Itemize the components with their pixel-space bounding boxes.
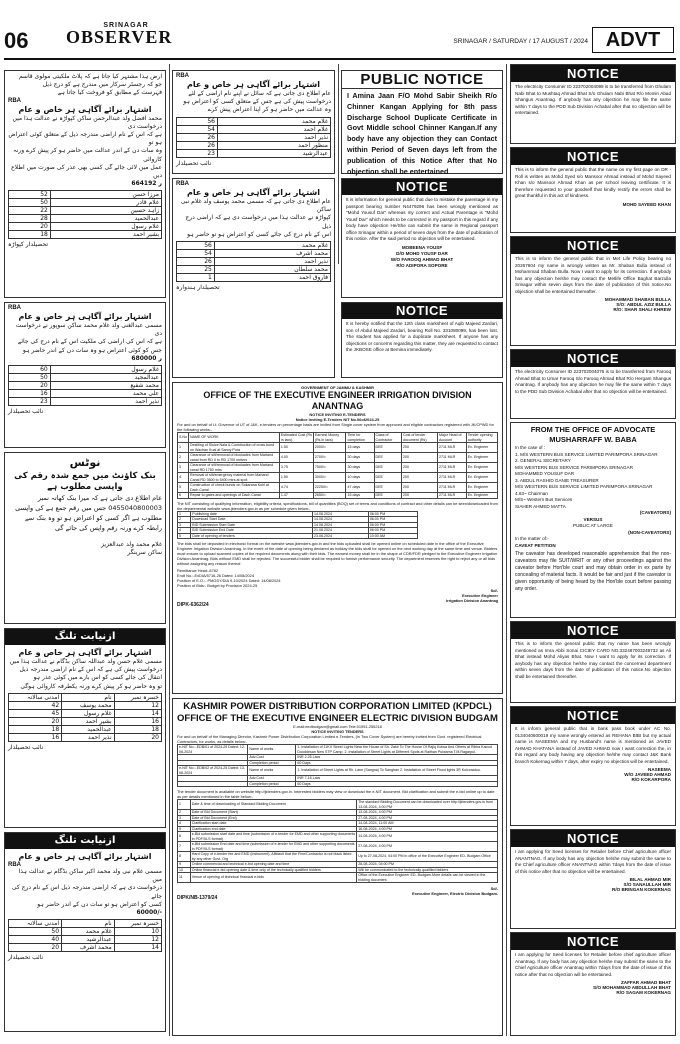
kpdcl-title: KASHMIR POWER DISTRIBUTION CORPORATION LIMITED (KPDCL) OFFICE OF THE EXECUTIVE ENGINEER ELECTRIC DIVISION BUDGAM — [177, 701, 498, 724]
notice-title: NOTICE — [511, 933, 675, 950]
kpdcl-intro: For and on behalf of the Managing Director, Kashmir Power Distribution Corporation Limited e-Tenders, (in Two Cover System) are hereby invited from Govt. registered Electrical Contractors, for works, as details below:- — [177, 734, 482, 744]
nit-terms: The bids shall be deposited in electronic format on the website www.jktenders.gov.in and the bids uploaded shall be opened online on scheduled date in the office of the Executive Engineer Irrigation Division Anantnag. In the event of the date of opening being declared as holiday the bids shall be opened on the next working day at the same time and venue. Bidders must ensure to upload scanned copies of the required documents along with their bids. The earnest money shall be in the shape of CDR/FDR pledged to the Executive Engineer Irrigation Division Anantnag. Bids without EMD shall be rejected. The successful bidder shall be required to furnish performance security. The department reserves the right to reject any or all bids without assigning any reason thereof. — [177, 541, 498, 566]
table-row: 10 Online financial e-bid opening date & time only of the technically qualified bidders Will be communicated to the technically qualified bidders — [178, 867, 498, 873]
rba-mark: RBA — [8, 305, 21, 311]
notice-body: This is to inform the general public that my name has been wrongly mentioned as Imra Abbi Sonai CICIEY CARD NO.332467003249732 as Ali Bhat instead Mohd Aliyas Bhat. Now I want to apply for its correction. If anybody has any objection he/she may contact the concerned department within seven days from the date of publication of this notice.No objection shall be entertained thereafter. — [515, 641, 671, 679]
rba-mark: RBA — [176, 73, 189, 79]
table-row: غلام رسول 20 — [9, 223, 162, 231]
table-row: عبدالمجید 50 — [9, 374, 162, 382]
notice-signature: MOHAMMAD SHABAN BULLA S/O: ABDUL AZIZ BULLA R/O: SHAR SHALI KHREW — [604, 297, 671, 312]
table-row: منظور احمد 26 — [177, 141, 331, 149]
table-row: 14 محمد اشرف 20 — [9, 944, 162, 952]
urdu-ad-body: عام اطلاع دی جاتی ہے کہ سائل نے اپنے نام اراضی کے لئے درخواست پیش کی ہے جس کے متعلق کسی کو اعتراض ہو وہ عدالت میں حاضر ہو کر اپنا اعتراض پیش کرے — [183, 90, 331, 114]
table-row: زاہد حسین 22 — [9, 207, 162, 215]
urdu-ad-7 — [4, 832, 166, 1032]
notice-title: NOTICE — [342, 303, 502, 319]
urdu-ad-body: مسمی غلام حسن ولد عبداللہ ساکن بڈگام نے عدالت ہذا میں درخواست پیش کی ہے کہ اس کے نام اراضی مندرجہ ذیل انتقال کی جائے کسی کو اس بارے میں کوئی عذر ہو تو وہ حاضر ہو کر پیش کرے ورنہ یکطرفہ کاروائی ہوگی — [9, 658, 162, 690]
table-row: بشیر احمد 18 — [9, 231, 162, 239]
dipk-number: DIPK-6362/24 — [177, 602, 209, 608]
table-row: 10 غلام محمد 50 — [9, 928, 162, 936]
nit-number: Notice Inviting E-Tenders NIT No.06of2024-25 — [295, 417, 380, 422]
table-row: 3 Clearance of silt/removal of blockades from Martand canal RD 1750 mtrs 3.75 7500/= 30 days DEE 200 2711 MLR Ex. Engineer — [178, 463, 498, 473]
table-row: محمد اشرف 54 — [177, 250, 331, 258]
urdu-ad-body: مسمی عبدالغنی ولد غلام محمد ساکن سوپور نے درخواست دی ہے کہ اس کی اراضی کی ملکیت اس کے نام درج کی جائے جس کو کوئی اعتراض ہو وہ سات دن کے اندر حاضر ہو — [15, 322, 162, 354]
table-row: غلام محمد 56 — [177, 117, 331, 125]
urdu-ad-body: محمد افضل ولد عبدالرحمن ساکن کپواڑہ نے عدالت ہذا میں درخواست دی ہے کہ اس کے نام اراضی مندرجہ ذیل کے متعلق کوئی اعتراض ہو تو وہ سات دن کے اندر عدالت میں حاضر ہو کر پیش کرے ورنہ کاروائی عمل میں لائی جائے گی کسی بھی عذر کی صورت میں اطلاع دیں — [8, 114, 162, 180]
table-row: 3 BID Submission Start Date 14.08.2024 06:00 PM — [178, 522, 418, 528]
notice-title: NOTICE — [511, 65, 675, 82]
advocate-caveat — [510, 422, 676, 618]
notice-signature: BILAL AHMAD MIR S/O SANAULLAH MIR R/O BRINGAN KOKERNAG — [612, 877, 671, 892]
table-row: 12 محمد یوسف 42 — [9, 701, 162, 709]
dipk-number: DIPK/NB-1379/24 — [177, 895, 218, 901]
table-row: 4 Removal of silt/emergency material from Martand Canal RD 3600 to 5400 mtrs at spot 1.50 3000/= 10 days DEE 200 2711 MLR Ex. Engineer — [178, 473, 498, 483]
table-row: Completion period 60 Days — [178, 760, 498, 766]
urdu-ad-address: ساکن سرینگر — [127, 549, 162, 557]
urdu-ad-heading: اشتہار برائے آگاہی ہر خاص و عام — [18, 852, 152, 861]
table-row: 1 Date & time of downloading of Standard Bidding Document The standard Bidding Document can be downloaded over http://jktenders.gov.in from 13-08-2024, 4:00 PM — [178, 800, 498, 810]
table-row: 5 Construction of check bunds on Sokarana Kuhl at Dach Canal 4.74 22250/= 47 days DEE 200 2711 MLR Ex. Engineer — [178, 483, 498, 493]
urdu-ad-signature: نائب تحصیلدار — [8, 743, 44, 751]
urdu-ad-heading: اشتہار برائے آگاہی ہر خاص و عام — [18, 648, 152, 657]
urdu-ad-signature: نائب تحصیلدار — [8, 408, 44, 416]
table-row: Adv.Cost INR 2.25 Lacs — [178, 755, 498, 761]
kpdcl-note: The tender document is available on website http://jktenders.gov.in. Interested bidders may view or download the e-NIT document. Bid clarification and submit the e-bid online up to date as per details mentioned in the table below:- — [177, 789, 495, 799]
caveat-petition-label: CAVEAT PETITION — [515, 542, 556, 548]
notice-marksheet — [341, 302, 503, 378]
notice-body: I am applying for Seed licenses for Retailer before chief agriculture officer Anantnag. If any body has any objection he/she may submit the same to the Chief Agriculture officer Anantnag within 7days from the date of issue of this notice after that no objection will be entertained. — [515, 952, 671, 977]
urdu-ad-table — [176, 241, 331, 282]
notice-seed-license-2 — [510, 932, 676, 1036]
table-row: 3 Date of Bid Document (End) 27-08-2024, 4:00 PM — [178, 815, 498, 821]
urdu-ad-3 — [172, 178, 335, 378]
urdu-ad-heading: اشتہار برائے آگاہی ہر خاص و عام — [187, 188, 320, 197]
public-label: PUBLIC AT LARGE — [573, 523, 613, 528]
table-row: Adv.Cost INR 7.16 Lacs — [178, 776, 498, 782]
table-row: 2 Download Start Date 14.08.2024 06:00 PM — [178, 517, 418, 523]
matter-label: In the matter of:- — [515, 536, 549, 541]
caveat-body: The caveator has developed reasonable apprehension that the non- caveators may file SUIT/WRIT or any other proceedings against the caveator before Hon'ble court and may obtain order in ex parte by concealing of material facts. It would be fair and just if the caveator is given opportunity of being heard by the Hon'ble court before passing any order. — [515, 551, 671, 592]
table-row: 6 e-Bid submission start date and time (submission of e-tender for EMD and other supporting documents in PDF/XLS format) 14-08-2024, 4:00 PM — [178, 832, 498, 842]
notice-passport — [341, 178, 503, 298]
table-row: 9 Online commercial and technical e-bid opening date and time 28-08-2024, 04:00 PM — [178, 862, 498, 868]
table-row: 5 Clarification end date 16-08-2024, 4:00 PM — [178, 826, 498, 832]
urdu-ad-signature: غلام محمد ولد عبدالعزیز — [101, 541, 162, 548]
table-row: 1 Publishing date 14.08.2024 06:00 PM — [178, 511, 418, 517]
table-row: نذیر احمد 26 — [177, 258, 331, 266]
notice-title: NOTICE — [511, 237, 675, 254]
notice-body: It is information for general public that due to mistake the parentage in my passport bearing number N4479296 has been wrongly mentioned as "Mohd Yousuf Dar" whereas my correct and Actual Parentage is "Mohd Yousf Dar" which needs to be corrected in my passport in this regard if any body have objection He/She can submit the same in Regional passport office Srinagar within a period of seven days from the date of publication of this notice. After the said period no objection will be entertained. — [346, 197, 498, 241]
notice-body: This is to inform the general public that the name on my first page on DR - Roll is written as Mohd Syed s/o Mansoor Ahmad instead of Mohd Sayeed Khan s/o Mansoor Ahmad Khan as per school leaving certificate. It is therefore requested to your goodself that kindly rectify the errors shall be great thankful in this act of kindness. — [515, 167, 671, 198]
caveat-parties: In the case of : 1. M/S WESTERN BUS SERVICE LIMITED PARIMPORA SRINAGAR 2. GENERAL SECRETARY M/S WESTERN BUS SERVICE PARIMPORA SRINAGAR MOHAMMED YOUSUF DAR 3. ABDUL RASHID GANIE TREASURER M/S WESTERN BUS SERVICE LIMITED PARIMPORA SRINAGAR 4.63~ Chairman M/S~ Western Bus Services SIAHER AHMED MATTA — [515, 445, 658, 509]
table-row: 18 عبدالحمید 18 — [9, 725, 162, 733]
notice-body: The electricity Consumer ID 223702004076 is to be transferred from Farooq Ahmad Bhat to Umar Farooq S/o Farooq Ahmad Bhat R/o Hergam Shangus Anantnag. If anybody has any objection he may file the same within 7 days to the PDD Sub Division Achabal after that no objection will be entertained. — [515, 369, 671, 394]
table-row: محمد شفیع 20 — [9, 382, 162, 390]
issue-date: SRINAGAR / SATURDAY / 17 AUGUST / 2024 — [453, 38, 588, 45]
caveators-label: (CAVEATORS) — [639, 510, 671, 515]
notice-body: The electricity Consumer ID 223702004099 is to be transferred from Ghulam Nabi Bhat to Mushtaq Ahmad Bhat S/o Ghulam Nabi Bhat R/o Momin Abad Shangus Anantnag. If anybody has any objection he may file the same within 7 days to the PDD Sub Division Achabal after that no objection will be entertained. — [515, 84, 672, 115]
urdu-ad-table — [8, 190, 162, 239]
column-divider — [506, 64, 507, 1036]
urdu-ad-body: عام اطلاع دی جاتی ہے کہ مسمی محمد یوسف ولد غلام نبی ساکن کپواڑہ نے عدالت ہذا میں درخواست دی ہے کہ اراضی درج ذیل اس کے نام درج کی جائے کسی کو اعتراض ہو تو حاضر ہو — [180, 198, 331, 238]
urdu-ad-intro: ارض ہذا مشتہر کیا جاتا ہے کہ پلاٹ ملکیتی مولوی قاسم جو کہ رجسٹر سرکار میں مندرج ہے کو درج ذیل فہرست کے مطابق کو فروخت کیا جاتا ہے — [18, 73, 162, 97]
schedule-table — [177, 511, 418, 540]
notice-signature: ZAFFAR AHMAD BHAT S/O MOHAMMAD ABDULLAH BHAT R/O SAGAM KOKERNAG — [593, 980, 671, 995]
notice-body: It is hereby notified that the 12th class marksheet of Aqib Majeed Zardari, son of Abdul Majeed Zardari, bearing Roll No. 331080099, has been lost. The student has applied for a duplicate marksheet. If anyone has any objections or concerns regarding this matter, they are requested to contact the JKBOSE office at Bemina immediately. — [346, 321, 498, 352]
table-row: عبدالحمید 28 — [9, 215, 162, 223]
urdu-ad-heading: اشتہار برائے آگاہی ہر خاص و عام — [187, 80, 320, 89]
kpdcl-schedule-table — [177, 799, 498, 883]
table-row: Completion period 60 Days — [178, 781, 498, 787]
table-row: نذیر احمد 23 — [9, 398, 162, 406]
notice-body: This is to inform the general public that in Met Life Policy bearing no 20267604 my name is wrongly written as Mr. Shaban Bulla instead of Mohammad Shaban Bulla. Now I want to apply for its correction. If anybody has any objection he/she may contact the Metlife Office Baghat Barzulla Srinagar within seven days from the date of publication of this notice.No objection shall be entertained thereafter. — [515, 256, 671, 294]
works-table — [177, 432, 498, 499]
kpdcl-tender — [172, 698, 503, 1036]
urdu-ad-2 — [172, 70, 335, 174]
urdu-ad-heading: اشتہار برائے آگاہی ہر خاص و عام — [18, 312, 152, 321]
table-row: خسرہ نمبر نام آمدنی سالانہ — [9, 693, 162, 701]
section-label: ADVT — [592, 27, 674, 53]
notice-name-correction — [510, 147, 676, 233]
table-row: غلام قادر 50 — [9, 199, 162, 207]
table-row: علی محمد 16 — [9, 390, 162, 398]
kpdcl-signature: Sd/- Executive Engineer, Electric Division Budgam. — [412, 886, 498, 896]
notice-seed-license-1 — [510, 829, 676, 929]
government-heading: GOVERNMENT OF JAMMU & KASHMIR — [301, 385, 374, 390]
urdu-ad-5 — [4, 452, 166, 624]
urdu-ad-banner: ازنیابت تلنگ — [5, 833, 165, 849]
table-row: 2 Date of Bid Document (Start) 13-08-2024, 4:00 PM — [178, 810, 498, 816]
nit-note: The NIT consisting of qualifying information, eligibility criteria, specifications, bill of quantities (BOQ) set of terms and conditions of contract and other details can be seen/downloaded from the departmental website www.jktenders.gov.in as per schedule given below:- — [177, 500, 498, 511]
urdu-ad-1 — [4, 70, 166, 298]
table-row: 2 Clearance of silt/removal of blockades from Martand canal from RD 0 to RD 1700 meters 4.00 2700/= 30 days DEE 200 2711 MLR Ex. Engineer — [178, 453, 498, 463]
advocate-name: MUSHARRAFF W. BABA — [549, 435, 637, 444]
kpdcl-works-table — [177, 744, 498, 787]
table-row: غلام رسول 60 — [9, 366, 162, 374]
notice-title: NOTICE — [511, 830, 675, 847]
table-row: e-NIT No.:-EDB/02 of 2024-25 Dated: 13-08-2024 Name of works 1. Installation of Street Lights at Sh. Lane (Sangna) To Sanghan 2. Installation of Street Flood lights 3R Kulcoradoo. — [178, 766, 498, 776]
irrigation-tender — [172, 382, 503, 694]
table-row: 12 عبدالرشید 40 — [9, 936, 162, 944]
notice-bank-correction — [510, 706, 676, 826]
notice-signature: MOBEENA YOUSF D/O MOHD YOUSF DAR W/O FAROOQ AHMAD BHAT R/O ADIPORA SOPORE — [390, 244, 454, 268]
page-number: 06 — [4, 28, 29, 53]
table-row: 11 Venue of opening of technical financial e-bids Office of the Executive Engineer ED- Budgam.More details can be viewed in the bidding document. — [178, 873, 498, 883]
urdu-ad-table — [176, 117, 331, 158]
table-row: 5 Date of opening of tenders 23.08.2024 10:00 AM — [178, 533, 418, 539]
table-row: 4 Clarification start date 14-08-2024, 11:00 AM — [178, 821, 498, 827]
urdu-ad-signature: نائب تحصیلدار — [8, 954, 44, 962]
urdu-ad-table — [8, 693, 162, 742]
urdu-ad-banner: ازنیابت تلنگ — [5, 629, 165, 645]
notice-title: NOTICE — [511, 707, 675, 724]
table-row: 16 بشیر احمد 20 — [9, 717, 162, 725]
rba-mark: RBA — [176, 181, 189, 187]
public-notice — [341, 70, 503, 174]
advocate-title: FROM THE OFFICE OF ADVOCATE — [530, 425, 656, 434]
table-row: نذیر احمد 26 — [177, 133, 331, 141]
kpdcl-contact: E-mail:eedbudgam@gmail.com Tele:01951-255218 — [293, 724, 382, 729]
public-notice-body: I Amina Jaan F/O Mohd Sabir Sheikh R/o Chinner Kangan Applying for 8th pass Discharge School Duplicate Certificate in Govt Middle school Chinner Kangan.If any body have any objection they can Contact within Period of Seven days left from the publication of this Notice After that No objection shall be entertained — [347, 91, 497, 176]
notice-signature: MOHD SAYEED KHAN — [622, 201, 671, 207]
urdu-ad-subheading: بنک کاؤنٹ میں جمع شدہ رقم کی واپسی مطلوب ہے — [14, 471, 156, 492]
notice-body: I am applying for Seed licenses for Retailer before Chief agriculture officer ANANTNAG. If any body has any objection he/she may submit the same to the Chief agriculture officer ANANTNAG within 7days from the date of issue of this notice after that no objection will be entertained. — [515, 849, 671, 874]
table-row: خسرہ نمبر نام آمدنی سالانہ — [9, 920, 162, 928]
public-notice-title: PUBLIC NOTICE — [342, 71, 502, 89]
column-divider — [169, 64, 170, 1036]
table-row: عبدالرشید 23 — [177, 149, 331, 157]
notice-title: NOTICE — [511, 622, 675, 639]
notice-title: NOTICE — [342, 179, 502, 195]
urdu-ad-table — [8, 365, 162, 406]
table-row: غلام احمد 54 — [177, 125, 331, 133]
table-row: 20 نذیر احمد 16 — [9, 733, 162, 741]
urdu-ad-amount: -/60000 — [136, 909, 162, 917]
notice-electricity-2 — [510, 349, 676, 419]
table-row: 1 Desilting of Sluice Nala & Construction of cross bund on Wachan Kual at Sanoy Pora 1.50 2000/= 15 days DEE 200 2711 MLR Ex. Engineer — [178, 443, 498, 453]
urdu-ad-heading: اشتہار برائے آگاہی ہر خاص و عام — [18, 104, 152, 114]
table-row: فاروق احمد 1 — [177, 274, 331, 282]
nit-heading: NOTICE INVITING E-TENDERS — [309, 412, 366, 417]
table-row: 7 e-Bid submission End date and time (submission of e-tender for EMD and other supporting documents in PDF/XLS format) 27-08-2024, 4:00 PM — [178, 842, 498, 852]
non-caveators-label: (NON-CAVEATORS) — [628, 529, 671, 535]
kpdcl-nit: NOTICE INVITING TENDERS — [311, 729, 364, 734]
table-row: محمد سلطان 25 — [177, 266, 331, 274]
table-row: e-NIT No.:-EDB/01 of 2024-25 Dated: 12-08-2024 Name of works 1. Installation of 11KV Street Lights Near the House of Sh. Zakir To The House Of Rajiq Kotwa And Others at Rikha Kacool Dooddesan New STP Camp. 2. Installation of Street Lights at Different Spots at Raithan Pulwama T.M.Ragarpul. — [178, 745, 498, 755]
urdu-ad-heading: نوٹس — [69, 456, 101, 469]
urdu-ad-signature: تحصیلدار کپواڑہ — [8, 241, 49, 249]
versus-label: VERSUS — [583, 516, 603, 522]
irrigation-title: OFFICE OF THE EXECUTIVE ENGINEER IRRIGATION DIVISION ANANTNAG — [203, 390, 472, 411]
rba-mark: RBA — [8, 862, 21, 868]
urdu-ad-body: عام اطلاع دی جاتی ہے کہ میرا بنک کھاتہ نمبر 0455040800003 جس میں رقم جمع ہے کی واپسی مطلوب ہے اگر کسی کو اعتراض ہو تو وہ بنک سے رابطہ کرے ورنہ رقم واپس کی جائے گی — [15, 494, 162, 532]
rba-mark: RBA — [8, 97, 21, 104]
irrigation-signature: Sd/- Executive Engineer Irrigation Division Anantnag — [446, 588, 498, 603]
notice-title: NOTICE — [511, 148, 675, 165]
table-row: 4 BID Submission End Date 21.08.2024 06:00 PM — [178, 528, 418, 534]
table-row: 14 غلام رسول 45 — [9, 709, 162, 717]
urdu-ad-body: مسمی غلام نبی ولد محمد اکبر ساکن بڈگام نے عدالت ہذا میں درخواست دی ہے کہ اراضی مندرجہ ذیل اس کے نام درج کی جائے کسی کو اعتراض ہو تو سات دن کے اندر حاضر ہو — [11, 868, 162, 908]
urdu-ad-signature: نائب تحصیلدار — [176, 159, 212, 167]
nit-intro: For and on behalf of Lt. Governor of UT of J&K, e-tenders on percentage basis are invited from Single cover system from approved and eligible contractors registered with JK/CPWD for the following works:- — [177, 422, 494, 432]
urdu-ad-amount: ر 664192 — [131, 180, 162, 188]
notice-title: NOTICE — [511, 350, 675, 367]
notice-aadhar-correction — [510, 621, 676, 703]
header-rule — [4, 58, 676, 60]
urdu-ad-6 — [4, 628, 166, 828]
masthead-city: SRINAGAR — [103, 22, 149, 29]
urdu-ad-amount: ر 680000 — [131, 354, 162, 362]
notice-metlife — [510, 236, 676, 346]
nit-references: Remittance Head:-8782 Endt No.:-ExDIA/5716-26 Dated: 14/08/2024 Position of E.O.:- PMGSY/DIA 9-10/2024 Dated: 14/08/2024 Position of Bids:- Budget by Provision 2024-25 — [177, 568, 281, 588]
notice-electricity-1 — [510, 64, 676, 144]
column-divider — [338, 64, 339, 264]
masthead-title: OBSERVER — [66, 27, 173, 47]
urdu-ad-signature: تحصیلدار ہندوارہ — [176, 284, 220, 292]
table-row: 8 Hard Copy of e-tender fee and EMD (instrument), Affidavit that the Firm/Contractor is not black listed by any other Govt. Org Up to 27-08-2024, 04:00 PM in office of the Executive Engineer ED- Budgam Office — [178, 852, 498, 862]
notice-body: It is inform general public that in bank pass book under AC No. 0134040600019 my name wrongly entered as REHANA BIBI but my actual name is NASEEMA and my Husband's name is mentioned as JAVED AHMAD KHATANA instead of JAVED AHMAD now I want correction the, in this regard any body having any objection he/she may contact J&K Bank branch Kokernag within 7 days, after expiry no objection will be entertained. — [515, 726, 671, 764]
table-row: 6 Repair to gates and openings of Dach Canal 1.47 2650/= 15 days DEE 200 2711 MLR Ex. Engineer — [178, 493, 498, 499]
notice-signature: NASEEMA W/O JAVEED AHMAD R/O KOKARPORA — [624, 767, 671, 782]
table-row: مرزا حسن 52 — [9, 191, 162, 199]
urdu-ad-table — [8, 919, 162, 952]
table-row: S.No NAME OF WORK Estimated Cost (Rs in lacs) Earnest Money (Rs in lacs) Time for completion Class of Contractor Cost of tender document (Rs) Major Head of Account Tender opening authority — [178, 433, 498, 443]
urdu-ad-4 — [4, 302, 166, 448]
table-row: غلام محمد 56 — [177, 242, 331, 250]
masthead-logo — [66, 22, 186, 45]
